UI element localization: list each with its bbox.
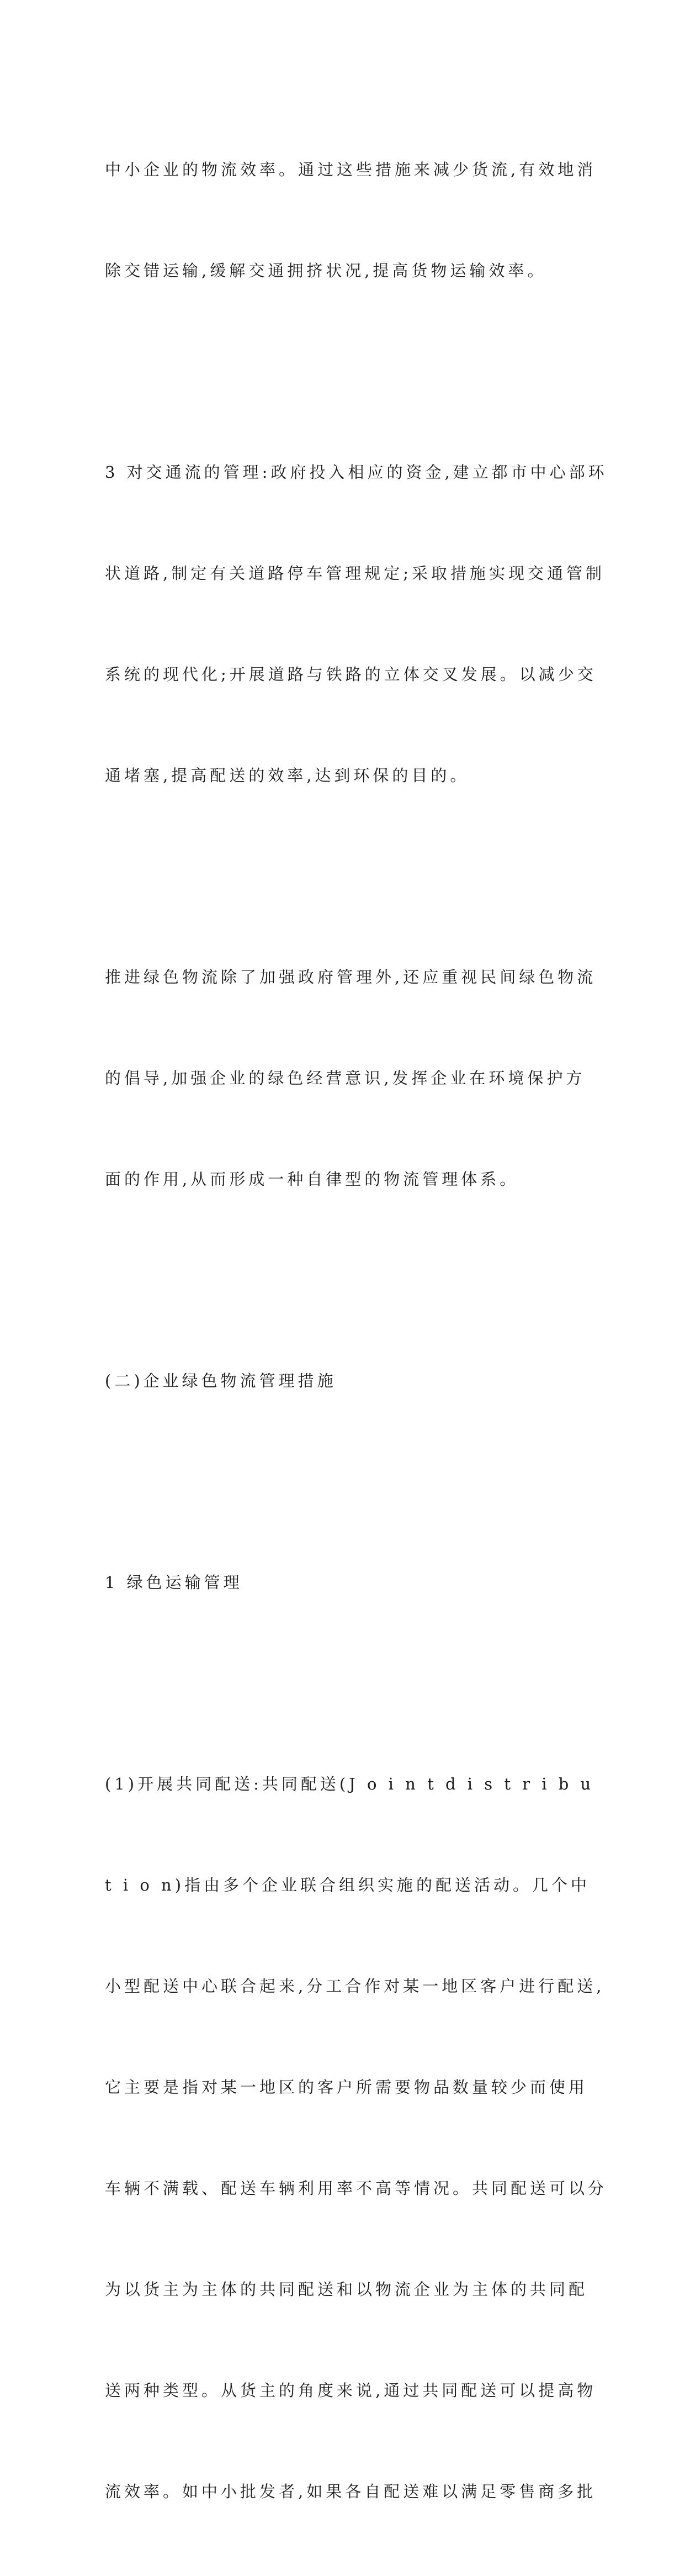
- paragraph: [105, 893, 597, 1264]
- text-line: 除交错运输,缓解交通拥挤状况,提高货物运输效率。: [105, 261, 547, 280]
- text-line: 中小企业的物流效率。通过这些措施来减少货流,有效地消: [105, 160, 597, 179]
- text-line: 送两种类型。从货主的角度来说,通过共同配送可以提高物: [105, 2381, 597, 2400]
- text-line: 状道路,制定有关道路停车管理规定;采取措施实现交通管制: [105, 564, 605, 583]
- text-line: 系统的现代化;开展道路与铁路的立体交叉发展。以减少交: [105, 665, 597, 684]
- text-line: t i o n)指由多个企业联合组织实施的配送活动。几个中: [105, 1876, 591, 1894]
- text-line: 3 对交通流的管理:政府投入相应的资金,建立都市中心部环: [105, 463, 608, 482]
- text-line: 流效率。如中小批发者,如果各自配送难以满足零售商多批: [105, 2482, 597, 2501]
- text-line: 推进绿色物流除了加强政府管理外,还应重视民间绿色物流: [105, 968, 597, 986]
- text-line: (二)企业绿色物流管理措施: [105, 1371, 337, 1390]
- text-line: (1)开展共同配送:共同配送(J o i n t d i s t r i b u: [105, 1775, 594, 1793]
- document-body: [105, 86, 608, 2576]
- text-line: 面的作用,从而形成一种自律型的物流管理体系。: [105, 1170, 519, 1189]
- section-heading: [105, 1297, 585, 1465]
- text-line: 它主要是指对某一地区的客户所需要物品数量较少而使用: [105, 2078, 588, 2097]
- paragraph: [105, 86, 597, 355]
- paragraph: [105, 1700, 608, 2576]
- text-line: 为以货主为主体的共同配送和以物流企业为主体的共同配: [105, 2280, 588, 2299]
- text-line: 小型配送中心联合起来,分工合作对某一地区客户进行配送,: [105, 1977, 605, 1996]
- text-line: 1 绿色运输管理: [105, 1573, 243, 1592]
- text-line: 的倡导,加强企业的绿色经营意识,发挥企业在环境保护方: [105, 1069, 586, 1088]
- text-line: 通堵塞,提高配送的效率,达到环保的目的。: [105, 766, 470, 785]
- paragraph: [105, 388, 608, 860]
- text-line: 车辆不满载、配送车辆利用率不高等情况。共同配送可以分: [105, 2179, 608, 2198]
- subsection-heading: [105, 1498, 585, 1667]
